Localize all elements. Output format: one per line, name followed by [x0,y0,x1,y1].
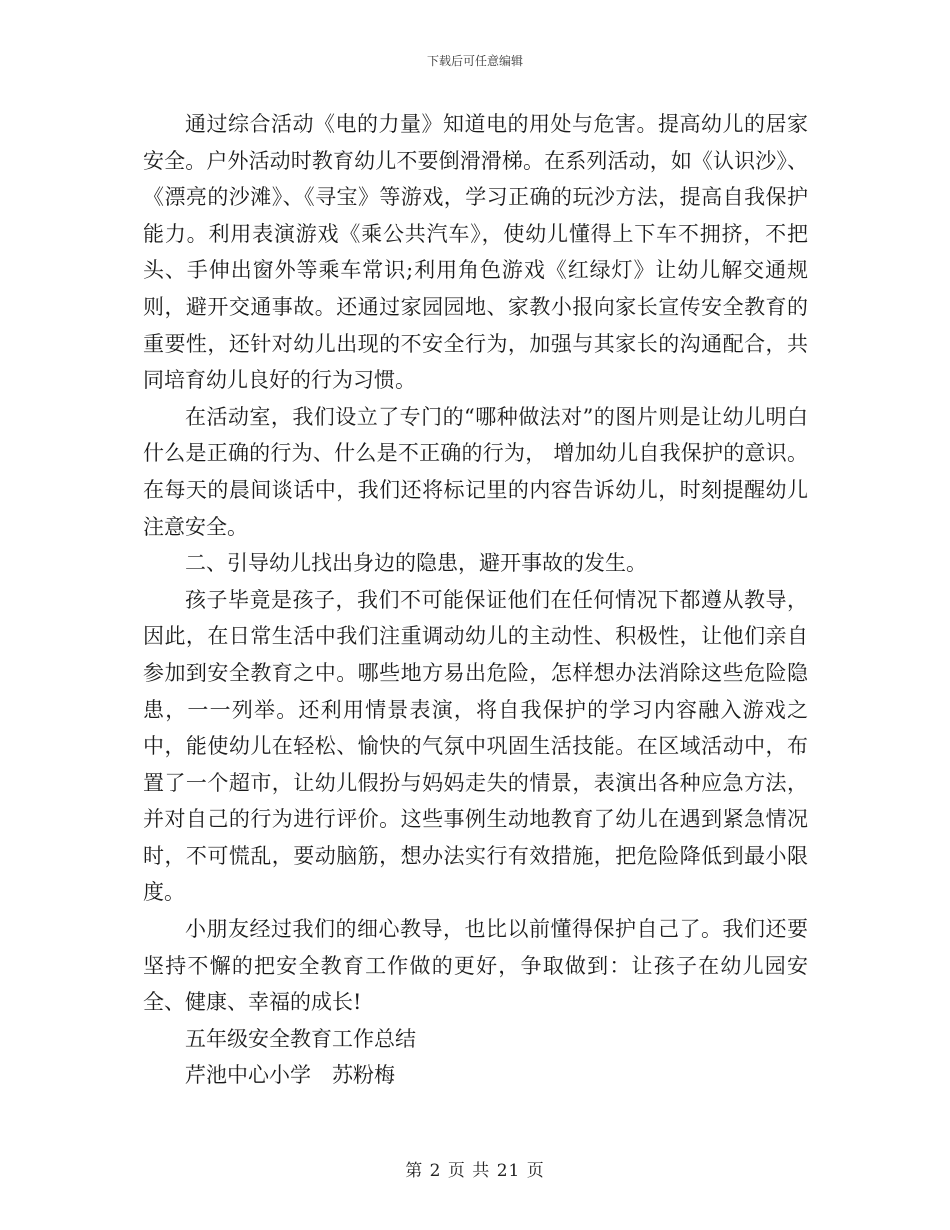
page-header-note: 下载后可任意编辑 [426,54,523,68]
paragraph-activities: 通过综合活动《电的力量》知道电的用处与危害。提高幼儿的居家安全。户外活动时教育幼儿不要倒滑滑梯。在系列活动，如《认识沙》、《漂亮的沙滩》、《寻宝》等游戏，学习正确的玩沙方法，提高自我保护能力。利用表演游戏《乘公共汽车》，使幼儿懂得上下车不拥挤，不把头、手伸出窗外等乘车常识;利用角色游戏《红绿灯》让幼儿解交通规则，避开交通事故。还通过家园园地、家教小报向家长宣传安全教育的重要性，还针对幼儿出现的不安全行为，加强与其家长的沟通配合，共同培育幼儿良好的行为习惯。 [143,112,808,393]
paragraph-activity-room: 在活动室，我们设立了专门的“哪种做法对”的图片则是让幼儿明白什么是正确的行为、什么是不正确的行为， 增加幼儿自我保护的意识。在每天的晨间谈话中，我们还将标记里的内容告诉幼儿，时刻提醒幼儿注意安全。 [143,404,808,539]
page-number-footer: 第 2 页 共 21 页 [405,1161,545,1181]
paragraph-guidance: 孩子毕竟是孩子，我们不可能保证他们在任何情况下都遵从教导，因此，在日常生活中我们注重调动幼儿的主动性、积极性，让他们亲自参加到安全教育之中。哪些地方易出危险，怎样想办法消除这些危险隐患，一一列举。还利用情景表演，将自我保护的学习内容融入游戏之中，能使幼儿在轻松、愉快的气氛中巩固生活技能。在区域活动中，布置了一个超市，让幼儿假扮与妈妈走失的情景，表演出各种应急方法， 并对自己的行为进行评价。这些事例生动地教育了幼儿在遇到紧急情况时，不可慌乱，要动脑筋，想办法实行有效措施，把危险降低到最小限度。 [143,587,808,905]
paragraph-conclusion: 小朋友经过我们的细心教导，也比以前懂得保护自己了。我们还要坚持不懈的把安全教育工作做的更好，争取做到：让孩子在幼儿园安全、健康、幸福的成长! [143,917,808,1015]
section-heading-hazards: 二、引导幼儿找出身边的隐患，避开事故的发生。 [185,551,647,576]
document-body [143,106,808,1094]
author-line: 芹池中心小学 苏粉梅 [185,1063,395,1088]
document-title-next: 五年级安全教育工作总结 [185,1026,416,1051]
